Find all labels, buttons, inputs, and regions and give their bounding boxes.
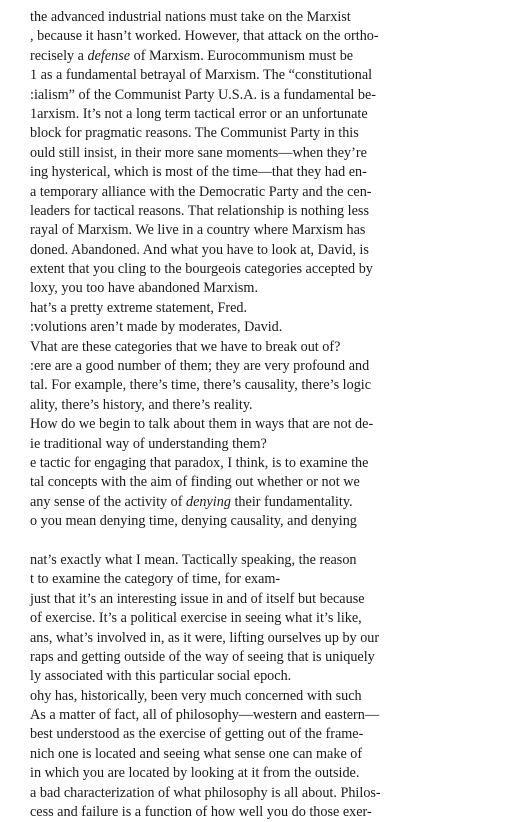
text-line: 1 as a fundamental betrayal of Marxism. The “constitutional <box>30 67 373 84</box>
text-line: hat’s a pretty extreme statement, Fred. <box>30 299 248 316</box>
text-line: loxy, you too have abandoned Marxism. <box>30 280 259 297</box>
text-line: any sense of the activity of denying their fundamentality. <box>30 493 353 510</box>
text-line: ans, what’s involved in, as it were, lifting ourselves up by our <box>30 629 380 646</box>
text-line: e tactic for engaging that paradox, I think, is to examine the <box>30 454 369 471</box>
text-line: t to examine the category of time, for exam- <box>30 571 281 588</box>
text-line: o you mean denying time, denying causality, and denying <box>30 513 357 530</box>
text-line: tal concepts with the aim of finding out whether or not we <box>30 474 360 491</box>
text-line: ing hysterical, which is most of the time—that they had en- <box>30 164 367 181</box>
text-line: ie traditional way of understanding them? <box>30 435 267 452</box>
text-line: As a matter of fact, all of philosophy—western and eastern— <box>30 707 380 724</box>
text-line: best understood as the exercise of getting out of the frame- <box>30 726 364 743</box>
text-line: ly associated with this particular social epoch. <box>30 668 292 685</box>
text-line: just that it’s an interesting issue in and of itself but because <box>30 590 365 607</box>
text-line: cess and failure is a function of how well you do those exer- <box>30 804 372 821</box>
text-line: extent that you cling to the bourgeois categories accepted by <box>30 261 373 278</box>
text-line: 1arxism. It’s not a long term tactical error or an unfortunate <box>30 105 368 122</box>
text-line: doned. Abandoned. And what you have to look at, David, is <box>30 241 369 258</box>
text-line: ality, there’s history, and there’s reality. <box>30 396 253 413</box>
text-line: raps and getting outside of the way of seeing that is uniquely <box>30 648 375 665</box>
text-line: the advanced industrial nations must take on the Marxist <box>30 9 351 25</box>
paragraph-break <box>30 532 450 551</box>
text-line: :ialism” of the Communist Party U.S.A. is a fundamental be- <box>30 86 376 103</box>
text-line: recisely a defense of Marxism. Eurocommunism must be <box>30 47 354 64</box>
text-line: nich one is located and seeing what sense one can make of <box>30 745 363 762</box>
text-line: :volutions aren’t made by moderates, David. <box>30 319 283 336</box>
text-line: of exercise. It’s a political exercise in seeing what it’s like, <box>30 610 362 627</box>
text-line: a bad characterization of what philosophy is all about. Philos- <box>30 784 381 801</box>
text-line: in which you are located by looking at it from the outside. <box>30 765 360 782</box>
text-line: ould still insist, in their more sane moments—when they’re <box>30 144 367 161</box>
text-line: a temporary alliance with the Democratic Party and the cen- <box>30 183 372 200</box>
body-text <box>30 8 450 822</box>
text-line: nat’s exactly what I mean. Tactically speaking, the reason <box>30 551 357 568</box>
paragraph-2 <box>30 551 450 822</box>
text-line: leaders for tactical reasons. That relationship is nothing less <box>30 202 369 219</box>
text-line: :ere are a good number of them; they are very profound and <box>30 358 370 375</box>
text-line: block for pragmatic reasons. The Communist Party in this <box>30 125 359 142</box>
text-line: , because it hasn’t worked. However, that attack on the ortho- <box>30 28 379 45</box>
text-line: How do we begin to talk about them in ways that are not de- <box>30 416 374 433</box>
paragraph-1 <box>30 8 450 532</box>
text-line: rayal of Marxism. We live in a country where Marxism has <box>30 222 366 239</box>
text-line: ohy has, historically, been very much concerned with such <box>30 687 362 704</box>
text-line: tal. For example, there’s time, there’s causality, there’s logic <box>30 377 372 394</box>
text-line: Vhat are these categories that we have to break out of? <box>30 338 341 355</box>
